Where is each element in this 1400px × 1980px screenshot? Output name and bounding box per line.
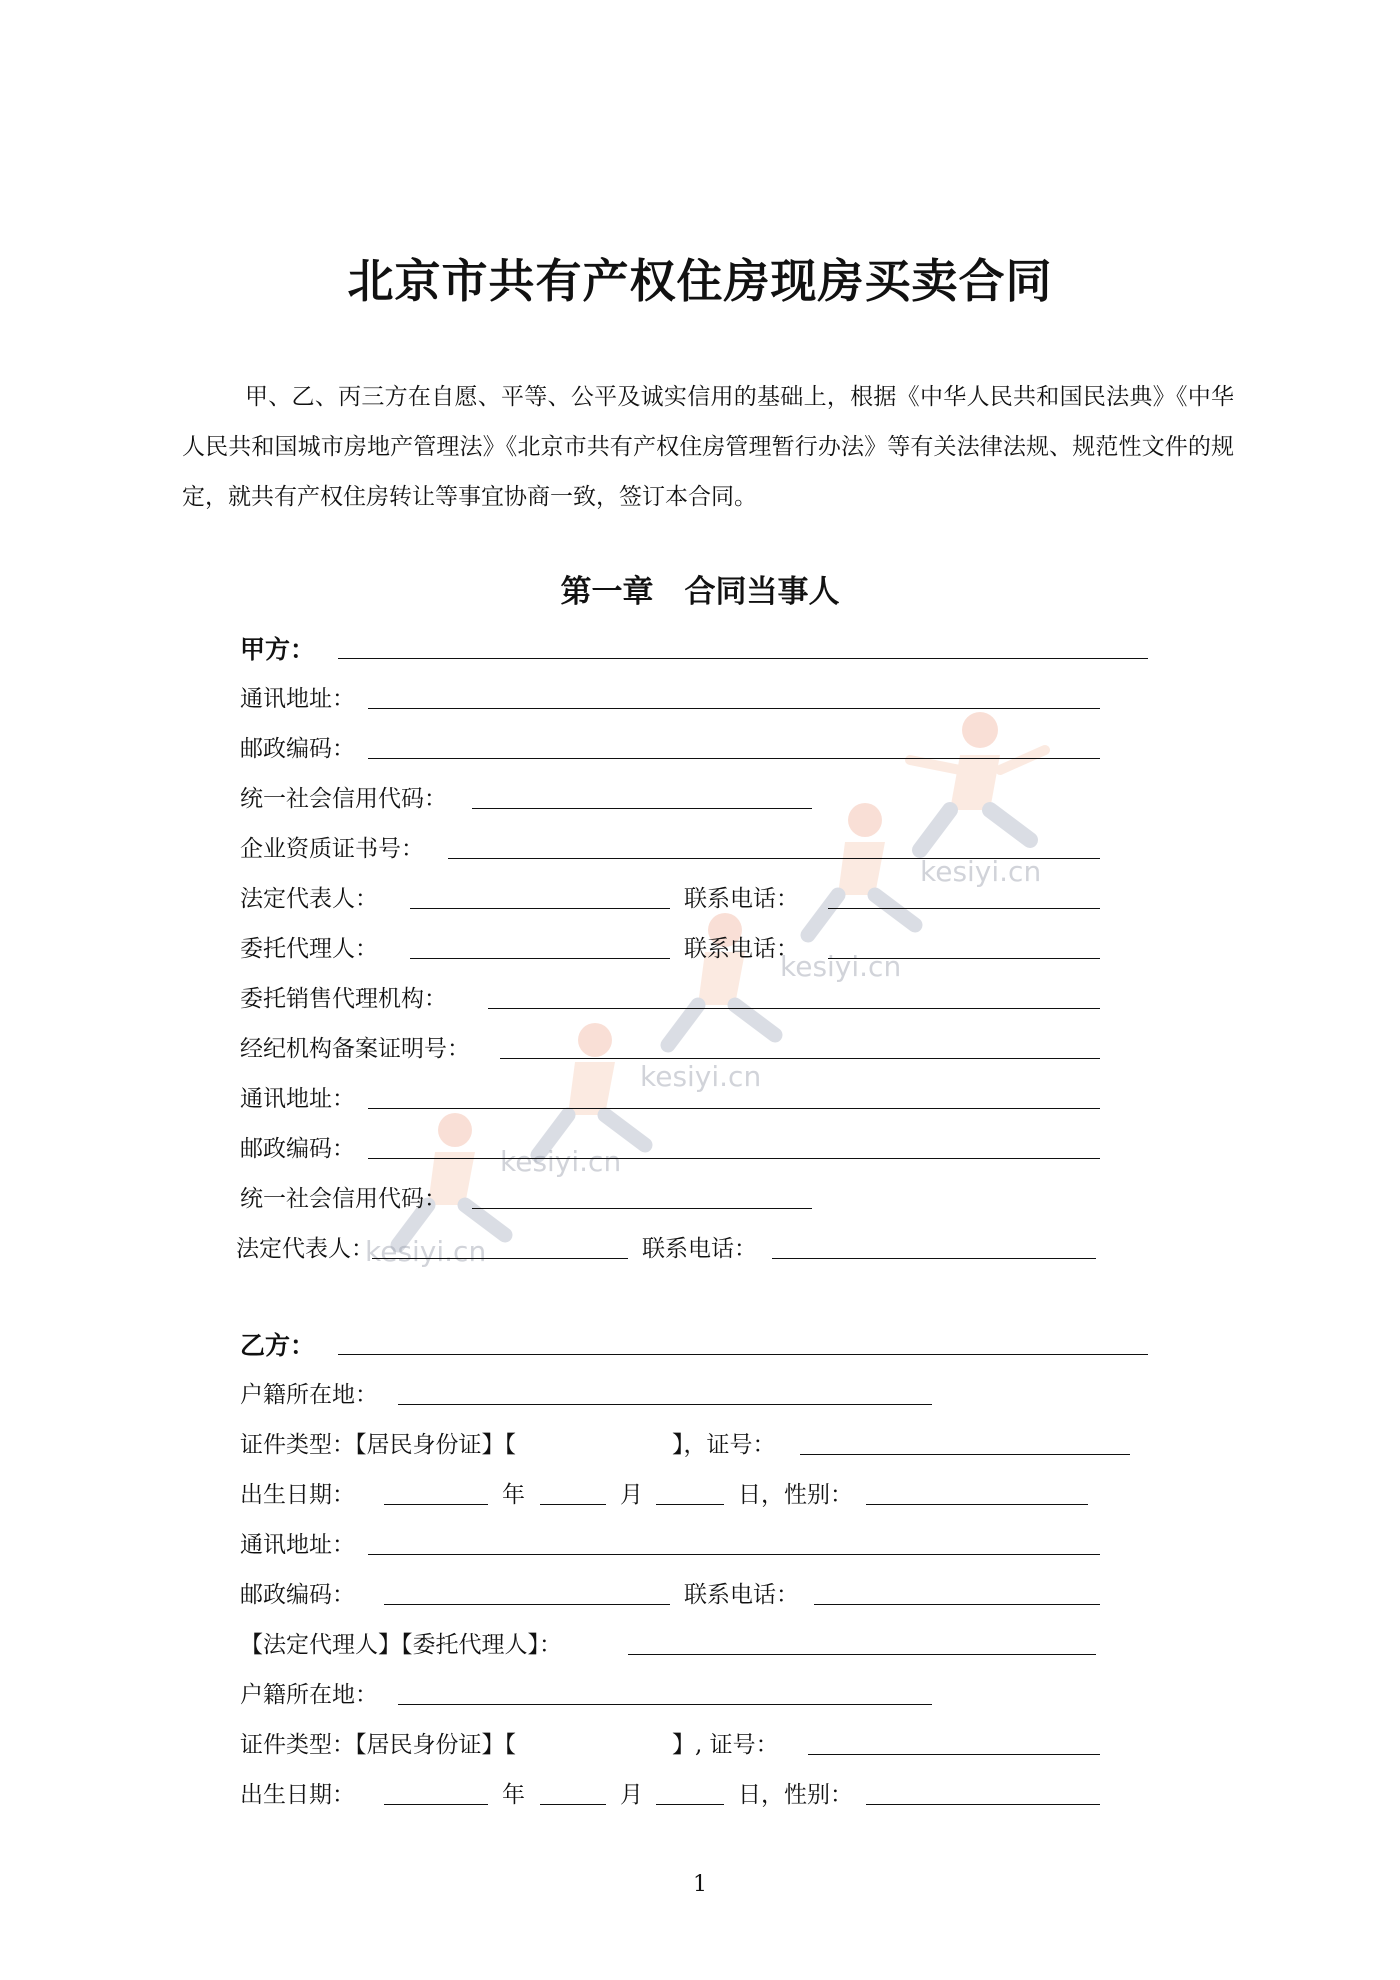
party-b-household-input[interactable] [398, 1404, 932, 1405]
field-label: 户籍所在地： [240, 1682, 378, 1708]
agency-postcode-input[interactable] [368, 1158, 1100, 1159]
agency-address-row [0, 1070, 1400, 1120]
field-label: 法定代表人： [236, 1236, 374, 1262]
agent-birth-month-input[interactable] [540, 1804, 606, 1805]
field-label: 邮政编码： [240, 1136, 355, 1162]
party-a-credit-row [0, 770, 1400, 820]
agency-address-input[interactable] [368, 1108, 1100, 1109]
party-a-row [0, 620, 1400, 670]
agent-household-input[interactable] [398, 1704, 932, 1705]
sales-agency-row [0, 970, 1400, 1020]
party-b-birth-day-input[interactable] [656, 1504, 724, 1505]
watermark-text: kesiyi.cn [365, 1235, 487, 1268]
field-label: 日，性别： [738, 1482, 853, 1508]
field-label: 月 [620, 1482, 643, 1508]
field-label: 通讯地址： [240, 1086, 355, 1112]
party-b-household-row [0, 1366, 1400, 1416]
field-label: 联系电话： [684, 936, 799, 962]
watermark-text: kesiyi.cn [780, 950, 902, 983]
party-b-agent-row [0, 1616, 1400, 1666]
field-label: 通讯地址： [240, 1532, 355, 1558]
party-b-gender-input[interactable] [866, 1504, 1088, 1505]
agent-household-row [0, 1666, 1400, 1716]
party-b-birth-year-input[interactable] [384, 1504, 488, 1505]
party-a-agent-row [0, 920, 1400, 970]
party-b-id-input[interactable] [800, 1454, 1130, 1455]
party-b-input[interactable] [338, 1354, 1148, 1355]
agency-credit-input[interactable] [472, 1208, 812, 1209]
agency-phone-input[interactable] [772, 1258, 1096, 1259]
field-label: 法定代表人： [240, 886, 378, 912]
field-label: 统一社会信用代码： [240, 786, 447, 812]
record-no-row [0, 1020, 1400, 1070]
field-label: 出生日期： [240, 1782, 355, 1808]
party-b-postcode-row [0, 1566, 1400, 1616]
field-label: 证件类型：【居民身份证】【 [240, 1732, 516, 1758]
agency-legal-rep-row [0, 1220, 1400, 1270]
agency-legal-rep-input[interactable] [372, 1258, 628, 1259]
party-a-legal-rep-input[interactable] [410, 908, 670, 909]
field-label: 年 [502, 1782, 525, 1808]
party-b-address-input[interactable] [368, 1554, 1100, 1555]
party-b-label: 乙方： [240, 1331, 316, 1360]
record-no-input[interactable] [500, 1058, 1100, 1059]
party-a-label: 甲方： [240, 635, 316, 664]
party-a-qualification-input[interactable] [448, 858, 1100, 859]
party-b-birth-row [0, 1466, 1400, 1516]
field-label: 】, 证号： [672, 1732, 779, 1758]
party-b-id-row [0, 1416, 1400, 1466]
party-a-qualification-row [0, 820, 1400, 870]
field-label: 日，性别： [738, 1782, 853, 1808]
field-label: 企业资质证书号： [240, 836, 424, 862]
agency-credit-row [0, 1170, 1400, 1220]
party-b-address-row [0, 1516, 1400, 1566]
chapter-heading: 第一章 合同当事人 [560, 574, 840, 610]
party-a-credit-input[interactable] [472, 808, 812, 809]
party-a-address-row [0, 670, 1400, 720]
sales-agency-input[interactable] [488, 1008, 1100, 1009]
field-label: 联系电话： [684, 886, 799, 912]
agent-id-input[interactable] [808, 1754, 1100, 1755]
field-label: 联系电话： [684, 1582, 799, 1608]
party-b-phone-input[interactable] [814, 1604, 1100, 1605]
field-label: 委托销售代理机构： [240, 986, 447, 1012]
page-title: 北京市共有产权住房现房买卖合同 [347, 254, 1053, 308]
field-label: 邮政编码： [240, 736, 355, 762]
agent-id-row [0, 1716, 1400, 1766]
field-label: 通讯地址： [240, 686, 355, 712]
field-label: 统一社会信用代码： [240, 1186, 447, 1212]
party-a-postcode-input[interactable] [368, 758, 1100, 759]
party-a-agent-input[interactable] [410, 958, 670, 959]
party-a-postcode-row [0, 720, 1400, 770]
field-label: 邮政编码： [240, 1582, 355, 1608]
agent-birth-year-input[interactable] [384, 1804, 488, 1805]
field-label: 【法定代理人】【委托代理人】： [240, 1632, 562, 1658]
field-label: 出生日期： [240, 1482, 355, 1508]
watermark-text: kesiyi.cn [500, 1145, 622, 1178]
party-b-agent-input[interactable] [628, 1654, 1096, 1655]
agent-birth-row [0, 1766, 1400, 1816]
field-label: 证件类型：【居民身份证】【 [240, 1432, 516, 1458]
agent-gender-input[interactable] [866, 1804, 1100, 1805]
party-b-birth-month-input[interactable] [540, 1504, 606, 1505]
party-a-address-input[interactable] [368, 708, 1100, 709]
field-label: 委托代理人： [240, 936, 378, 962]
field-label: 户籍所在地： [240, 1382, 378, 1408]
party-b-row [0, 1316, 1400, 1366]
party-b-postcode-input[interactable] [384, 1604, 670, 1605]
party-a-agent-phone-input[interactable] [828, 958, 1100, 959]
field-label: 经纪机构备案证明号： [240, 1036, 470, 1062]
watermark-text: kesiyi.cn [640, 1060, 762, 1093]
field-label: 联系电话： [642, 1236, 757, 1262]
party-a-phone-input[interactable] [828, 908, 1100, 909]
intro-paragraph: 甲、乙、丙三方在自愿、平等、公平及诚实信用的基础上，根据《中华人民共和国民法典》《中华人民共和国城市房地产管理法》《北京市共有产权住房管理暂行办法》等有关法律法规、规范性文件的规定，就共有产权住房转让等事宜协商一致，签订本合同。 [182, 384, 1234, 510]
party-a-legal-rep-row [0, 870, 1400, 920]
field-label: 月 [620, 1782, 643, 1808]
field-label: 】，证号： [672, 1432, 776, 1458]
party-a-input[interactable] [338, 658, 1148, 659]
page-number: 1 [693, 1872, 707, 1897]
agency-postcode-row [0, 1120, 1400, 1170]
agent-birth-day-input[interactable] [656, 1804, 724, 1805]
watermark-text: kesiyi.cn [920, 855, 1042, 888]
field-label: 年 [502, 1482, 525, 1508]
